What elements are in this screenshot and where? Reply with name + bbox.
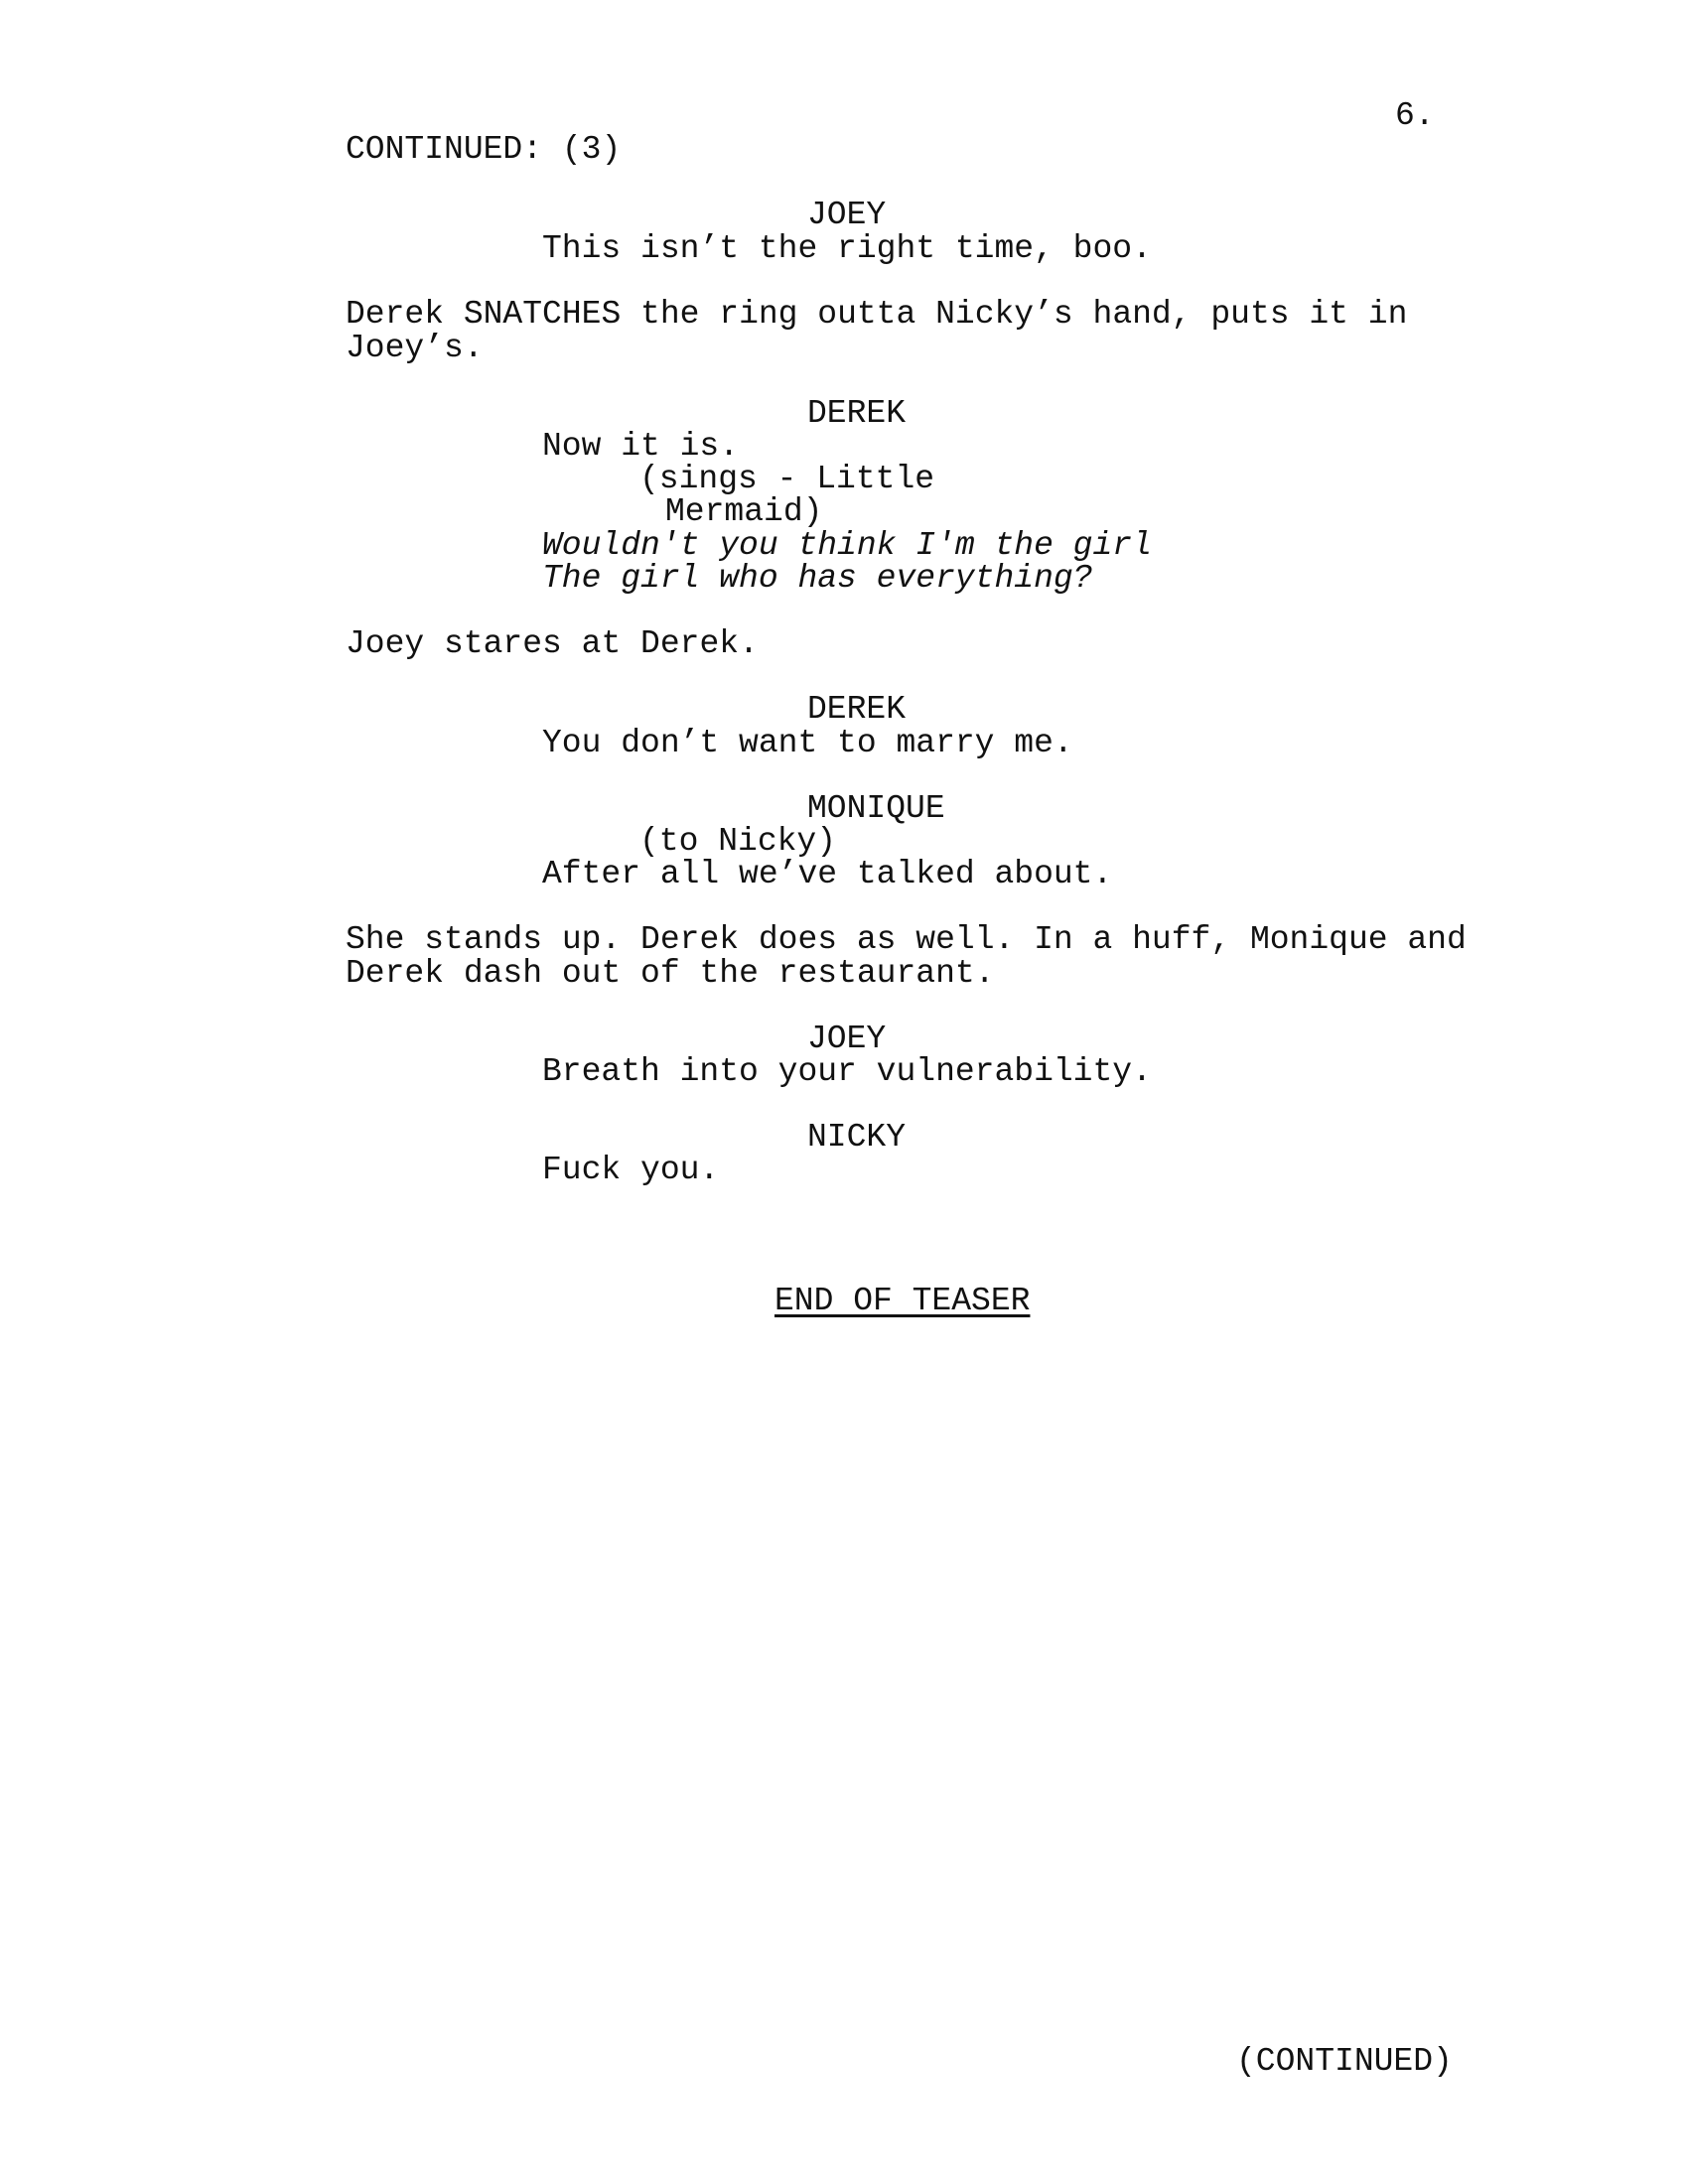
character-cue-nicky: NICKY xyxy=(807,1119,907,1156)
lyric-line: Wouldn't you think I'm the girl xyxy=(542,527,1152,564)
dialogue-line: Now it is. xyxy=(542,428,740,465)
parenthetical: (sings - Little xyxy=(639,461,935,497)
lyric-line: The girl who has everything? xyxy=(542,560,1093,597)
action-line: Joey stares at Derek. xyxy=(346,625,759,662)
character-cue-derek: DEREK xyxy=(807,395,907,432)
parenthetical: (to Nicky) xyxy=(639,823,837,860)
character-cue-joey: JOEY xyxy=(807,1021,887,1057)
action-line: Derek SNATCHES the ring outta Nicky’s hand, puts it in xyxy=(346,296,1408,333)
transition-end-of-teaser: END OF TEASER xyxy=(774,1283,1031,1319)
dialogue-line: Breath into your vulnerability. xyxy=(542,1053,1152,1090)
footer-continued: (CONTINUED) xyxy=(1236,2043,1453,2080)
dialogue-line: You don’t want to marry me. xyxy=(542,725,1073,761)
action-line: Joey’s. xyxy=(346,330,484,366)
character-cue-joey: JOEY xyxy=(807,197,887,233)
dialogue-line: This isn’t the right time, boo. xyxy=(542,230,1152,267)
continued-header: CONTINUED: (3) xyxy=(346,131,622,168)
dialogue-line: Fuck you. xyxy=(542,1152,720,1188)
character-cue-derek: DEREK xyxy=(807,691,907,728)
action-line: Derek dash out of the restaurant. xyxy=(346,955,995,992)
character-cue-monique: MONIQUE xyxy=(807,790,945,827)
dialogue-line: After all we’ve talked about. xyxy=(542,856,1113,892)
parenthetical: Mermaid) xyxy=(665,493,823,530)
page-number: 6. xyxy=(1395,97,1435,134)
action-line: She stands up. Derek does as well. In a huff, Monique and xyxy=(346,921,1467,958)
